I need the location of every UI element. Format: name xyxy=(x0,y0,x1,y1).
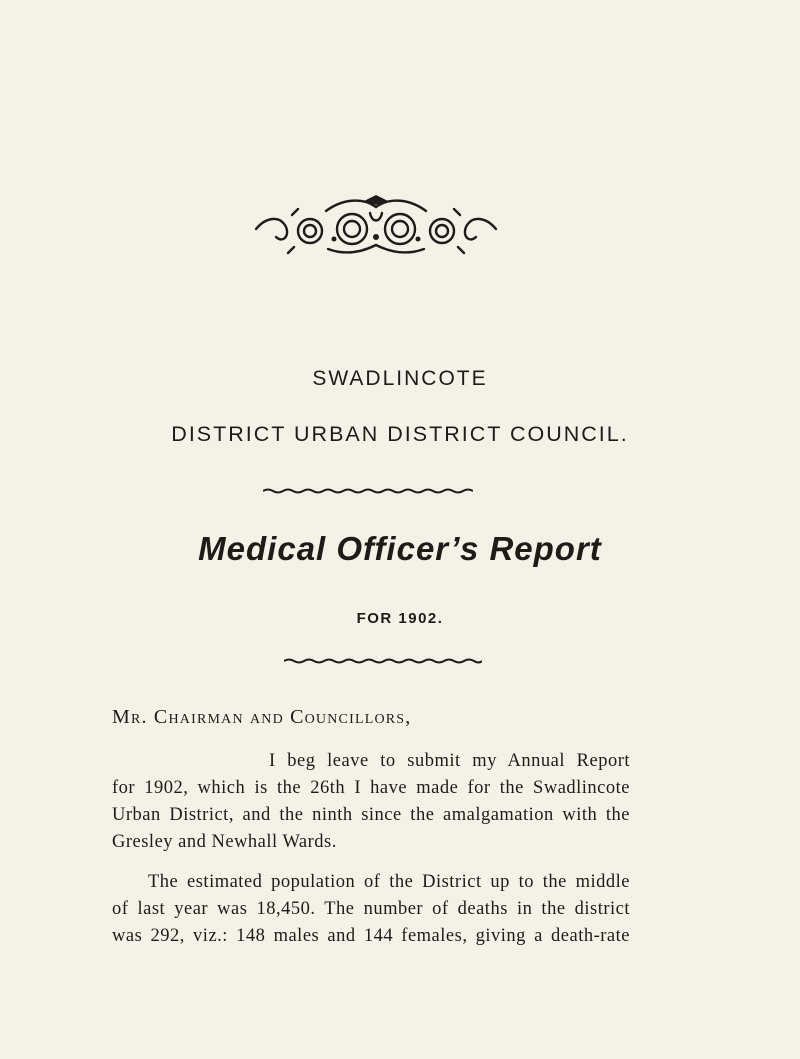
salutation: Mr. Chairman and Councillors, xyxy=(112,706,412,728)
paragraph-line: Gresley and Newhall Wards. xyxy=(112,832,337,852)
council-title: DISTRICT URBAN DISTRICT COUNCIL. xyxy=(171,422,629,446)
report-title: Medical Officer’s Report xyxy=(198,530,602,567)
paragraph-line: of last year was 18,450. The number of deaths in the district xyxy=(112,899,630,919)
wavy-divider-top xyxy=(263,488,473,494)
paragraph-1 xyxy=(112,748,630,856)
decorative-ornament-icon xyxy=(252,193,500,257)
paragraph-line: The estimated population of the District up to the middle xyxy=(148,872,630,892)
wavy-divider-bottom xyxy=(284,658,482,664)
paragraph-2 xyxy=(112,869,630,950)
report-year: FOR 1902. xyxy=(356,610,444,627)
paragraph-line: for 1902, which is the 26th I have made for the Swadlincote xyxy=(112,778,630,798)
paragraph-line: was 292, viz.: 148 males and 144 females, giving a death-rate xyxy=(112,926,630,946)
place-title: SWADLINCOTE xyxy=(312,367,488,390)
paragraph-line: Urban District, and the ninth since the amalgamation with the xyxy=(112,805,630,825)
paragraph-line: I beg leave to submit my Annual Report xyxy=(269,751,630,771)
